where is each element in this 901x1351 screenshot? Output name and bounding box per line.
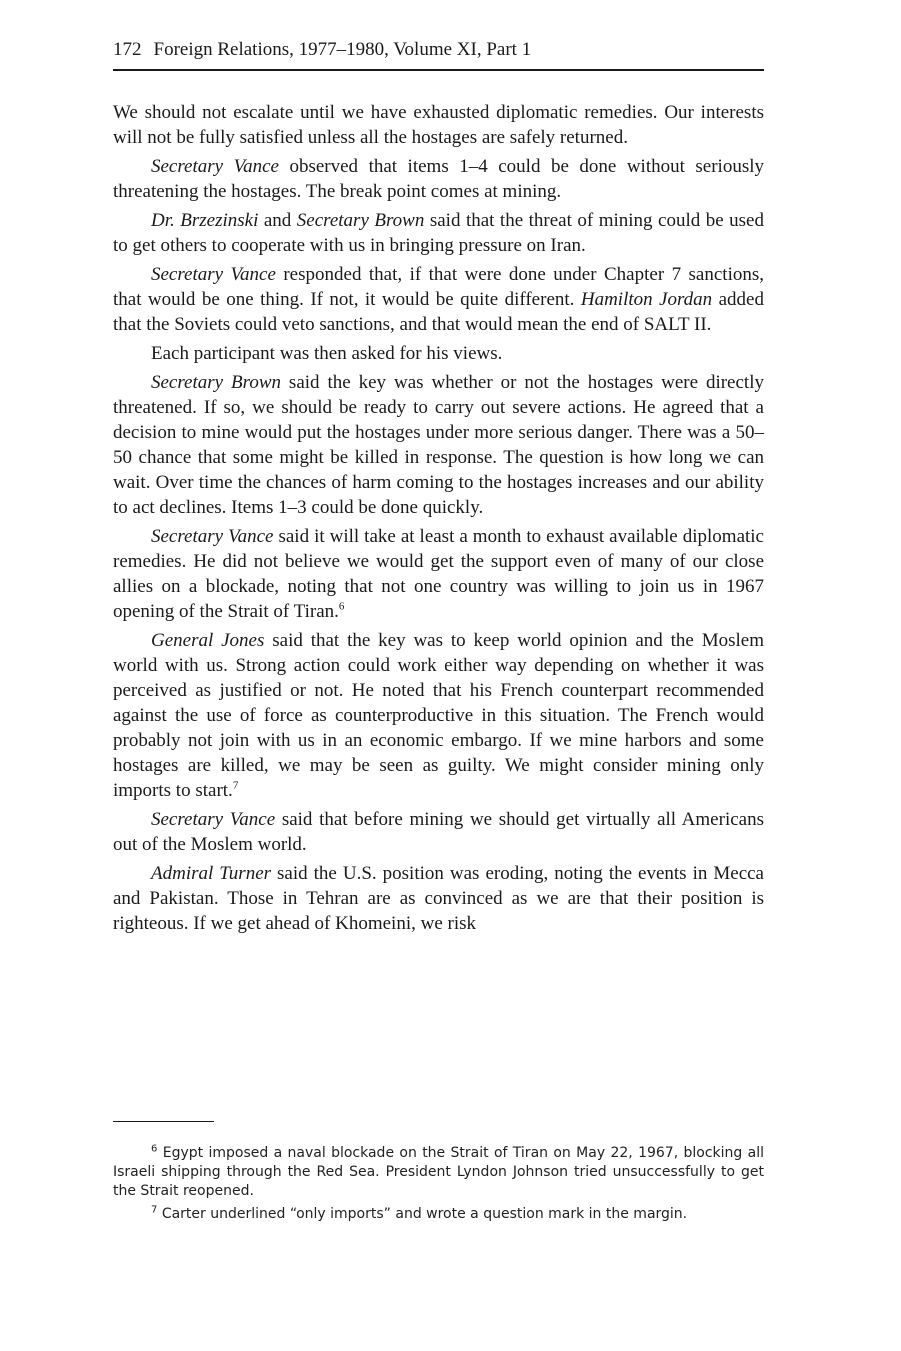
footnote-ref[interactable]: 6 [338, 600, 345, 613]
speaker: General Jones [151, 630, 265, 651]
paragraph: Secretary Vance said it will take at least a month to exhaust available diplomatic remedies. He did not believe we would get the support even of many of our close allies on a blockade, noting that not one country was willing to join us in 1967 opening of the Strait of Tiran.$^6$ [113, 526, 764, 622]
paragraph: Secretary Vance responded that, if that were done under Chapter 7 sanctions, that would be one thing. If not, it would be quite different. Hamilton Jordan added that the Soviets could veto sanctions, and that would mean the end of SALT II. [113, 264, 764, 335]
speaker: Secretary Vance [151, 526, 274, 547]
speaker: Secretary Vance [151, 264, 276, 285]
paragraph: Secretary Vance said that before mining we should get virtually all Americans out of the Moslem world. [113, 809, 764, 855]
footnote-ref[interactable]: 7 [232, 779, 239, 792]
speaker: Secretary Vance [151, 156, 279, 177]
running-title: Foreign Relations, 1977–1980, Volume XI, Part 1 [153, 39, 532, 60]
page-number: 172 [113, 39, 142, 60]
footnote: $^6$ Egypt imposed a naval blockade on the Strait of Tiran on May 22, 1967, blocking all Israeli shipping through the Red Sea. President Lyndon Johnson tried unsuccessfully to get the Strait reopened. [113, 1143, 764, 1199]
paragraph: General Jones said that the key was to keep world opinion and the Moslem world with us. Strong action could work either way depending on whether it was perceived as justified or not. He noted that his French counterpart recommended against the use of force as counterproductive in this situation. The French would probably not join with us in an economic embargo. If we mine harbors and some hostages are killed, we may be seen as guilty. We might consider mining only imports to start.$^7$ [113, 630, 764, 801]
paragraph: Dr. Brzezinski and Secretary Brown said that the threat of mining could be used to get others to cooperate with us in bringing pressure on Iran. [113, 210, 764, 256]
footnotes [113, 1144, 764, 1228]
footnote-number: 7 [151, 1204, 158, 1216]
running-header [113, 37, 764, 71]
speaker: Secretary Vance [151, 809, 276, 830]
paragraph: We should not escalate until we have exhausted diplomatic remedies. Our interests will not be fully satisfied unless all the hostages are safely returned. [113, 102, 764, 148]
speaker: Secretary Brown [151, 372, 281, 393]
body-text [113, 100, 764, 940]
footnote-divider [113, 1121, 214, 1122]
speaker: Hamilton Jordan [580, 289, 713, 310]
speaker: Dr. Brzezinski [151, 210, 259, 231]
speaker: Secretary Brown [296, 210, 425, 231]
footnote: $^7$ Carter underlined “only imports” and wrote a question mark in the margin. [151, 1204, 688, 1222]
paragraph: Admiral Turner said the U.S. position was eroding, noting the events in Mecca and Pakistan. Those in Tehran are as convinced as we are that their position is righteous. If we get ahead of Khomeini, we risk [113, 863, 764, 934]
speaker: Admiral Turner [151, 863, 272, 884]
footnote-number: 6 [151, 1143, 158, 1155]
paragraph: Each participant was then asked for his views. [151, 343, 503, 364]
paragraph: Secretary Brown said the key was whether or not the hostages were directly threatened. If so, we should be ready to carry out severe actions. He agreed that a decision to mine would put the hostages under more serious danger. There was a 50–50 chance that some might be killed in response. The question is how long we can wait. Over time the chances of harm coming to the hostages increases and our ability to act declines. Items 1–3 could be done quickly. [113, 372, 764, 518]
paragraph: Secretary Vance observed that items 1–4 could be done without seriously threatening the hostages. The break point comes at mining. [113, 156, 764, 202]
